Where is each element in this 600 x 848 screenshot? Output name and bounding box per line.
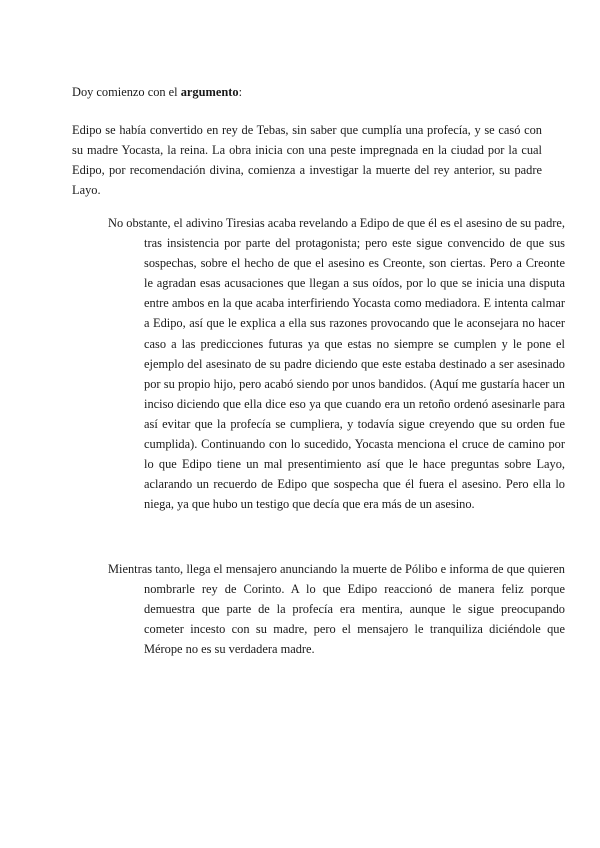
paragraph-summary: Edipo se había convertido en rey de Tebas, sin saber que cumplía una profecía, y se casó con su madre Yocasta, la reina. La obra inicia con una peste impregnada en la ciudad por la cual Edipo, por recomendación divina, comienza a investigar la muerte del rey anterior, su padre Layo.: [72, 123, 542, 198]
intro-line: [72, 82, 542, 102]
intro-text: Doy comienzo con el: [72, 85, 181, 99]
paragraph-messenger: Mientras tanto, llega el mensajero anunciando la muerte de Pólibo e informa de que quieren nombrarle rey de Corinto. A lo que Edipo reaccionó de manera feliz porque demuestra que parte de la profecía era mentira, aunque le sigue preocupando cometer incesto con su madre, pero el mensajero le tranquiliza diciéndole que Mérope no es su verdadera madre.: [108, 562, 565, 657]
intro-bold-term: argumento: [180, 85, 239, 99]
paragraph-tiresias: No obstante, el adivino Tiresias acaba revelando a Edipo de que él es el asesino de su padre, tras insistencia por parte del protagonista; pero este sigue convencido de que sus sospechas, sobre el hecho de que el asesino es Creonte, son ciertas. Pero a Creonte le agradan esas acusaciones que llegan a sus oídos, por lo que se inicia una disputa entre ambos en la que acaba interfiriendo Yocasta como mediadora. E intenta calmar a Edipo, así que le explica a ella sus razones provocando que le aconsejara no hacer caso a las predicciones futuras ya que estas no siempre se cumplen y le pone el ejemplo del asesinato de su padre diciendo que este estaba destinado a ser asesinado por su propio hijo, pero acabó siendo por unos bandidos. (Aquí me gustaría hacer un inciso diciendo que ella dice eso ya que cuando era un retoño ordenó asesinarle para así evitar que la profecía se cumpliera, y todavía sigue creyendo que su orden fue cumplida). Continuando con lo sucedido, Yocasta menciona el cruce de camino por lo que Edipo tiene un mal presentimiento así que le hace preguntas sobre Layo, aclarando un recuerdo de Edipo que sospecha que él fuera el asesino. Pero ella lo niega, ya que hubo un testigo que decía que era más de un asesino.: [108, 216, 565, 512]
intro-colon: :: [238, 85, 243, 99]
